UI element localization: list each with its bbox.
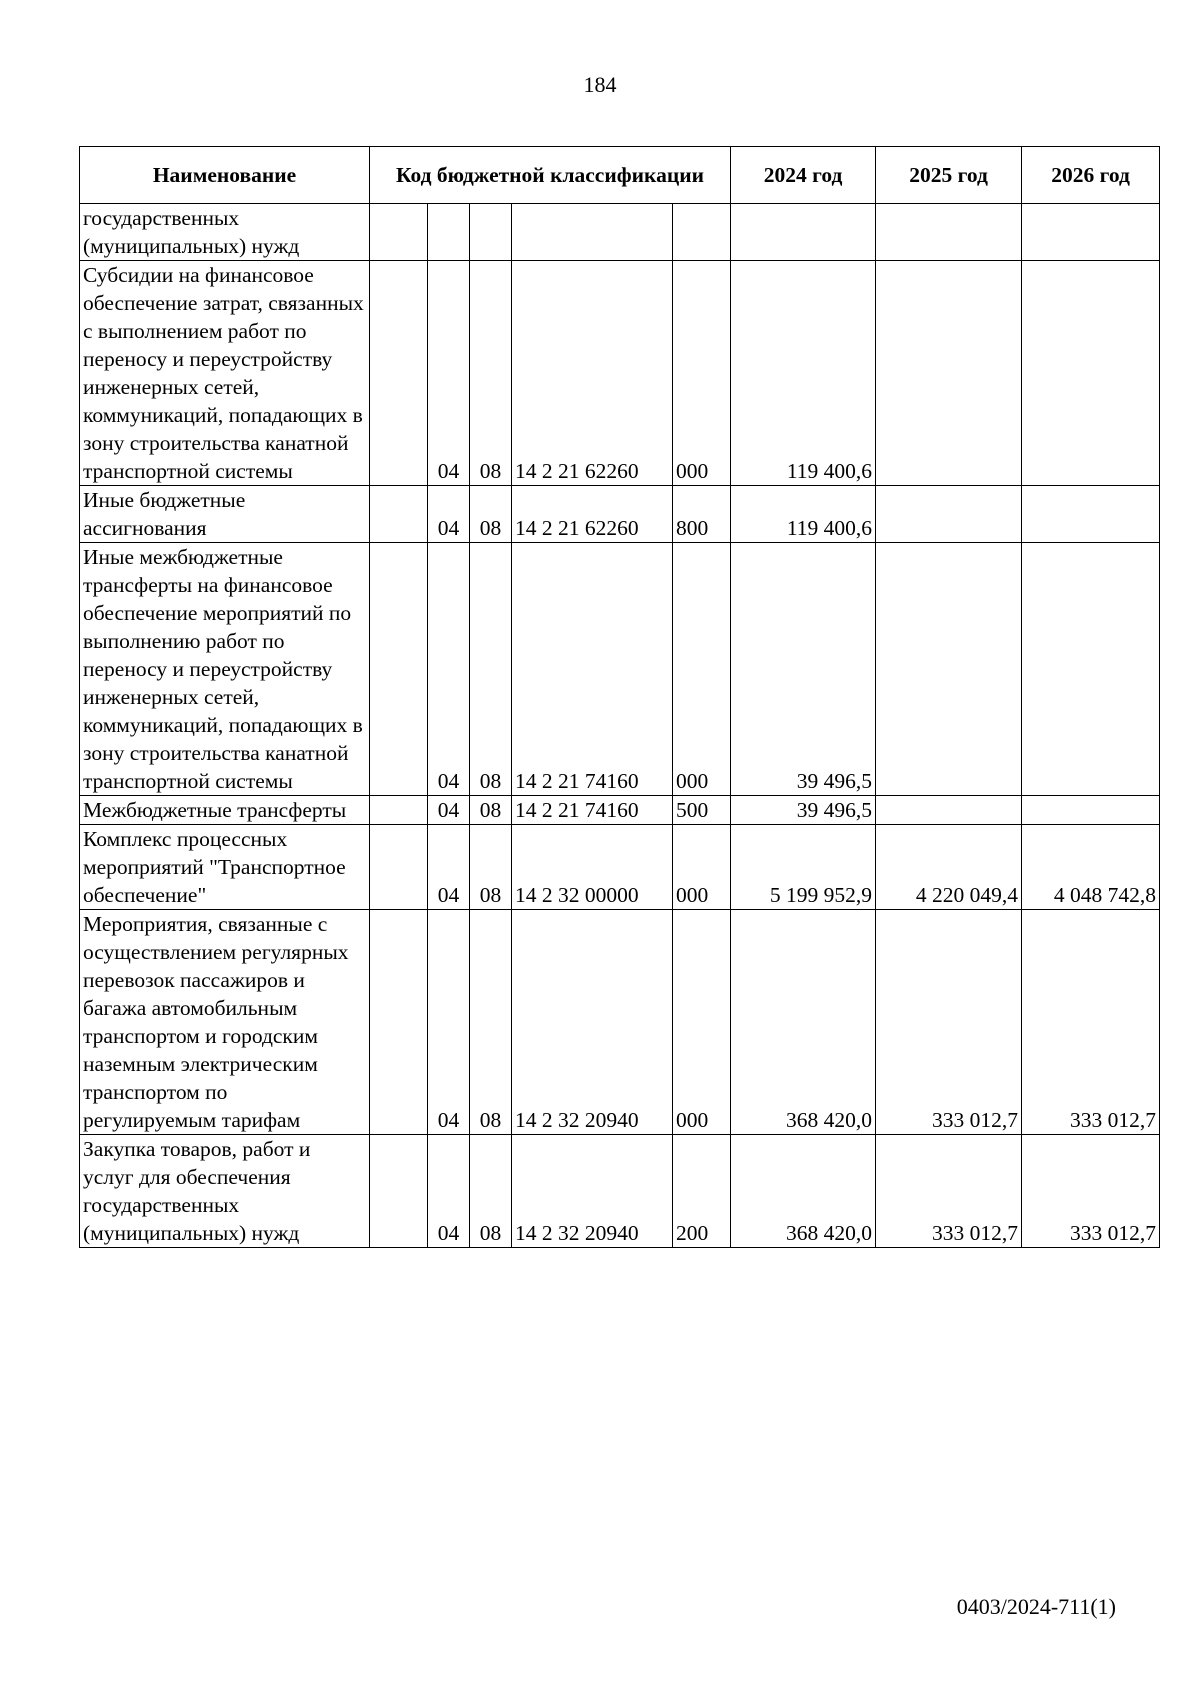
row-value-2026 bbox=[1022, 261, 1160, 486]
row-value-2026 bbox=[1022, 486, 1160, 543]
row-subsection-code: 08 bbox=[470, 796, 512, 825]
row-section-code: 04 bbox=[428, 825, 470, 910]
row-value-2026 bbox=[1022, 796, 1160, 825]
row-section-code: 04 bbox=[428, 1135, 470, 1248]
row-value-2024: 119 400,6 bbox=[731, 486, 876, 543]
row-value-2025: 4 220 049,4 bbox=[876, 825, 1022, 910]
row-subsection-code: 08 bbox=[470, 825, 512, 910]
row-gap-cell bbox=[370, 825, 428, 910]
row-value-2025 bbox=[876, 796, 1022, 825]
row-value-2026 bbox=[1022, 204, 1160, 261]
row-target-code: 14 2 21 62260 bbox=[512, 486, 673, 543]
row-value-2025: 333 012,7 bbox=[876, 910, 1022, 1135]
row-value-2026: 4 048 742,8 bbox=[1022, 825, 1160, 910]
row-value-2024: 39 496,5 bbox=[731, 796, 876, 825]
row-subsection-code: 08 bbox=[470, 1135, 512, 1248]
row-value-2024: 368 420,0 bbox=[731, 1135, 876, 1248]
row-name: государственных (муниципальных) нужд bbox=[80, 204, 370, 261]
row-section-code: 04 bbox=[428, 261, 470, 486]
row-value-2024 bbox=[731, 204, 876, 261]
row-gap-cell bbox=[370, 261, 428, 486]
header-2024: 2024 год bbox=[731, 147, 876, 204]
row-subsection-code: 08 bbox=[470, 261, 512, 486]
table-header bbox=[80, 147, 1160, 204]
row-target-code: 14 2 32 00000 bbox=[512, 825, 673, 910]
row-gap-cell bbox=[370, 796, 428, 825]
table-row bbox=[80, 796, 1160, 825]
row-value-2024: 5 199 952,9 bbox=[731, 825, 876, 910]
row-name: Мероприятия, связанные с осуществлением регулярных перевозок пассажиров и багажа автомобильным транспортом и городским наземным электрическим транспортом по регулируемым тарифам bbox=[80, 910, 370, 1135]
row-subsection-code: 08 bbox=[470, 486, 512, 543]
row-gap-cell bbox=[370, 1135, 428, 1248]
header-2026: 2026 год bbox=[1022, 147, 1160, 204]
row-value-2024: 368 420,0 bbox=[731, 910, 876, 1135]
page-number: 184 bbox=[583, 72, 617, 97]
table-row bbox=[80, 543, 1160, 796]
row-target-code: 14 2 21 62260 bbox=[512, 261, 673, 486]
row-expense-type: 000 bbox=[673, 910, 731, 1135]
row-expense-type: 000 bbox=[673, 261, 731, 486]
header-name: Наименование bbox=[80, 147, 370, 204]
row-gap-cell bbox=[370, 910, 428, 1135]
row-name: Закупка товаров, работ и услуг для обеспечения государственных (муниципальных) нужд bbox=[80, 1135, 370, 1248]
table-row bbox=[80, 486, 1160, 543]
row-target-code bbox=[512, 204, 673, 261]
row-name: Межбюджетные трансферты bbox=[80, 796, 370, 825]
row-expense-type: 000 bbox=[673, 825, 731, 910]
row-subsection-code: 08 bbox=[470, 910, 512, 1135]
row-expense-type: 200 bbox=[673, 1135, 731, 1248]
row-target-code: 14 2 32 20940 bbox=[512, 1135, 673, 1248]
row-value-2026: 333 012,7 bbox=[1022, 910, 1160, 1135]
row-expense-type: 500 bbox=[673, 796, 731, 825]
header-2025: 2025 год bbox=[876, 147, 1022, 204]
row-name: Иные бюджетные ассигнования bbox=[80, 486, 370, 543]
table-row bbox=[80, 825, 1160, 910]
row-section-code: 04 bbox=[428, 796, 470, 825]
row-value-2026: 333 012,7 bbox=[1022, 1135, 1160, 1248]
budget-table bbox=[79, 146, 1160, 1248]
row-name: Комплекс процессных мероприятий "Транспортное обеспечение" bbox=[80, 825, 370, 910]
row-section-code: 04 bbox=[428, 910, 470, 1135]
row-target-code: 14 2 21 74160 bbox=[512, 543, 673, 796]
row-name: Иные межбюджетные трансферты на финансовое обеспечение мероприятий по выполнению работ по переносу и переустройству инженерных сетей, коммуникаций, попадающих в зону строительства канатной транспортной системы bbox=[80, 543, 370, 796]
row-subsection-code bbox=[470, 204, 512, 261]
row-expense-type bbox=[673, 204, 731, 261]
row-expense-type: 800 bbox=[673, 486, 731, 543]
row-gap-cell bbox=[370, 543, 428, 796]
row-value-2026 bbox=[1022, 543, 1160, 796]
row-value-2025: 333 012,7 bbox=[876, 1135, 1022, 1248]
row-section-code: 04 bbox=[428, 543, 470, 796]
table-row bbox=[80, 261, 1160, 486]
table-row bbox=[80, 1135, 1160, 1248]
row-expense-type: 000 bbox=[673, 543, 731, 796]
table-body bbox=[80, 204, 1160, 1248]
row-value-2024: 39 496,5 bbox=[731, 543, 876, 796]
row-target-code: 14 2 32 20940 bbox=[512, 910, 673, 1135]
row-gap-cell bbox=[370, 486, 428, 543]
row-target-code: 14 2 21 74160 bbox=[512, 796, 673, 825]
row-value-2025 bbox=[876, 543, 1022, 796]
table-row bbox=[80, 910, 1160, 1135]
document-code: 0403/2024-711(1) bbox=[956, 1594, 1116, 1619]
row-value-2024: 119 400,6 bbox=[731, 261, 876, 486]
row-name: Субсидии на финансовое обеспечение затрат, связанных с выполнением работ по переносу и переустройству инженерных сетей, коммуникаций, попадающих в зону строительства канатной транспортной системы bbox=[80, 261, 370, 486]
row-section-code bbox=[428, 204, 470, 261]
row-value-2025 bbox=[876, 204, 1022, 261]
row-value-2025 bbox=[876, 261, 1022, 486]
header-code: Код бюджетной классификации bbox=[370, 147, 731, 204]
row-subsection-code: 08 bbox=[470, 543, 512, 796]
row-value-2025 bbox=[876, 486, 1022, 543]
table-row bbox=[80, 204, 1160, 261]
row-section-code: 04 bbox=[428, 486, 470, 543]
row-gap-cell bbox=[370, 204, 428, 261]
